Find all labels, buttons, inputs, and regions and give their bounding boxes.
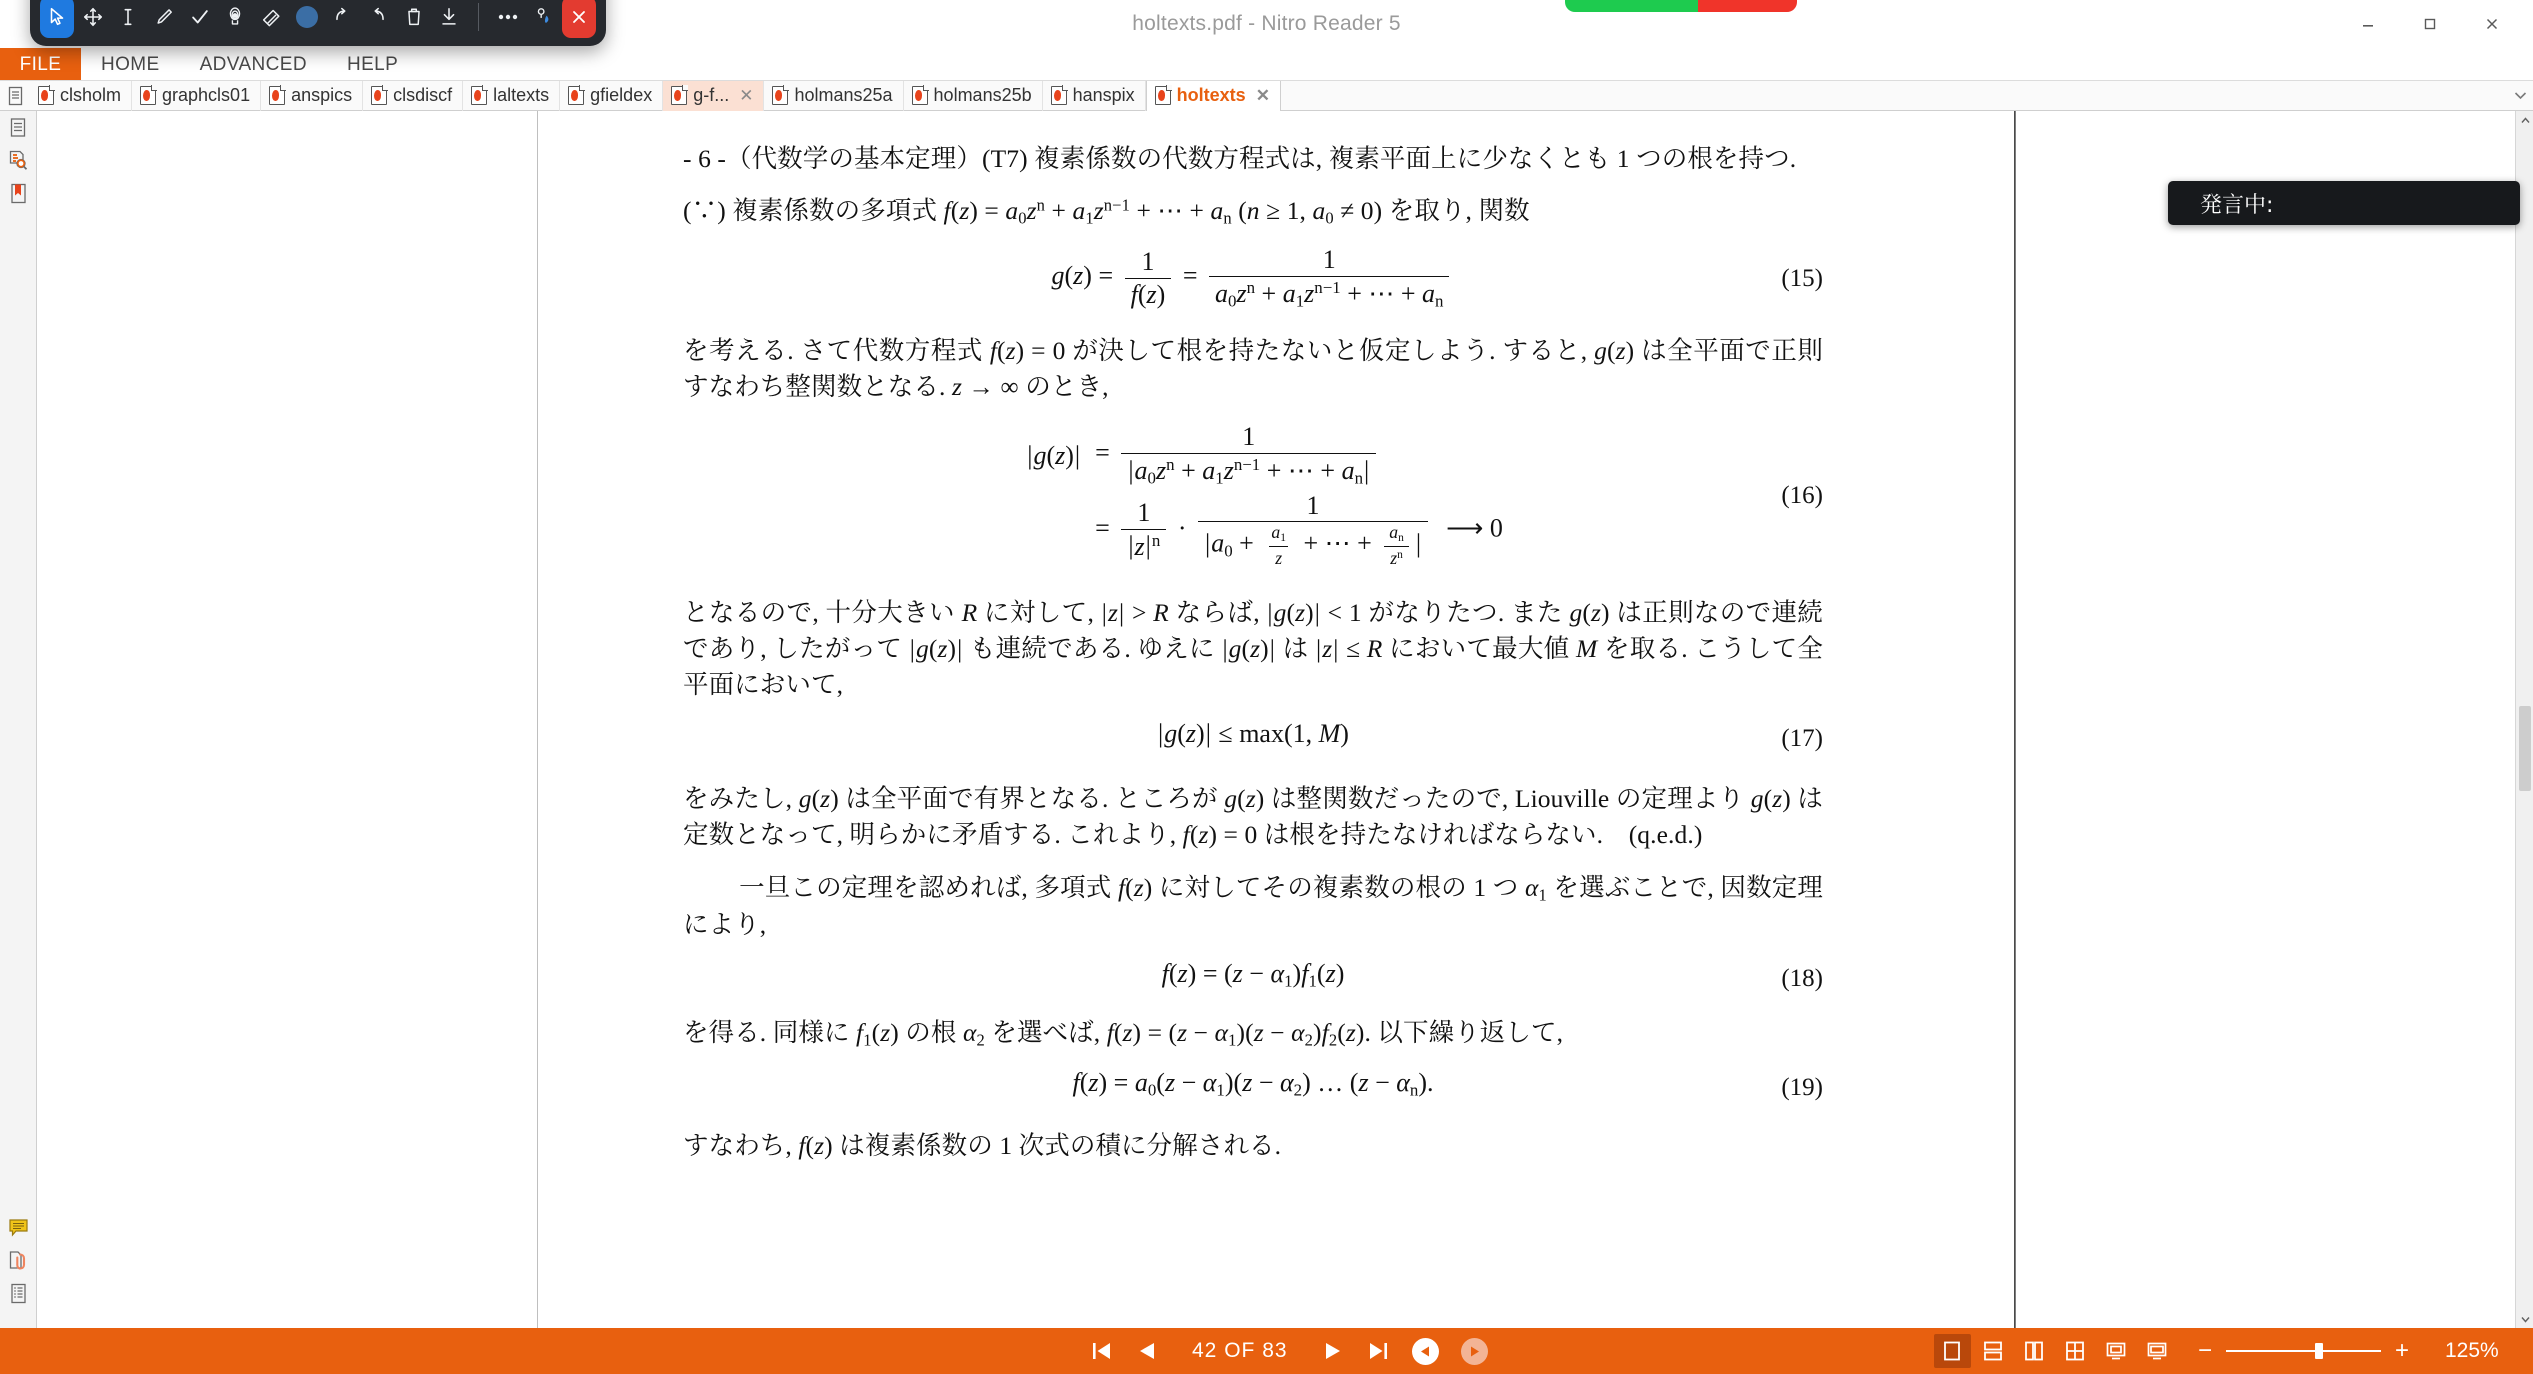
para-becomes-5: は正則なので連続であり, したがって [683, 597, 1823, 663]
screen-share-indicator [1565, 0, 1797, 12]
para-becomes-8: において最大値 [1382, 633, 1577, 663]
page-navigation [1086, 1328, 1492, 1374]
pdf-text-content [683, 141, 1823, 1180]
equation-18: $f(z) = (z - \alpha_1)f_1(z)$ [1161, 958, 1345, 991]
next-page-button[interactable] [1318, 1328, 1348, 1374]
document-tab-strip [0, 81, 2533, 111]
para-consider-2: が決して根を持たないと仮定しよう. すると, [1065, 335, 1595, 365]
doc-tab-holmans25a[interactable] [764, 81, 903, 111]
settings-tool-button[interactable] [527, 0, 561, 38]
para-bounded-5: は根を持たなければならない. (q.e.d.) [1257, 820, 1703, 850]
zoom-controls [2198, 1339, 2515, 1363]
pdf-file-icon [772, 86, 788, 105]
equation-16-tag: (16) [1781, 481, 1823, 509]
previous-view-icon [1412, 1338, 1439, 1365]
para-once-2: に対してその複素数の根の 1 つ [1152, 872, 1525, 902]
para-final-2: は複素係数の 1 次式の積に分解される. [832, 1131, 1282, 1161]
para-bounded-4: は定数となって, 明らかに矛盾する. これより, [683, 784, 1823, 850]
pdf-file-icon [269, 86, 285, 105]
doc-tab-label: graphcls01 [162, 85, 251, 105]
navigation-pane [37, 111, 538, 1328]
speaking-overlay [2168, 181, 2520, 225]
pdf-file-icon [1051, 86, 1067, 105]
pdf-paragraph-consider: を考える. さて代数方程式 f(z) = 0 が決して根を持たないと仮定しよう. すると, g(z) は全平面で正則すなわち整関数となる. z → ∞ のとき, [683, 335, 1824, 402]
para-bounded-1: をみたし, [683, 784, 799, 814]
pdf-page [538, 111, 2015, 1328]
toolbar-divider [478, 3, 479, 31]
para-obtain-4: . 以下繰り返して, [1364, 1017, 1564, 1047]
last-page-button[interactable] [1362, 1328, 1394, 1374]
tab-help[interactable]: HELP [346, 53, 399, 75]
ribbon-bar [0, 48, 2533, 81]
para-becomes-3: ならば, [1168, 597, 1267, 627]
pdf-file-icon [471, 86, 487, 105]
para-becomes-7: は [1275, 633, 1315, 663]
doc-tab-gfieldex[interactable] [560, 81, 663, 111]
para-becomes-1: となるので, 十分大きい [683, 597, 962, 627]
single-page-view-button[interactable] [1934, 1334, 1971, 1368]
pdf-paragraph-bounded: をみたし, g(z) は全平面で有界となる. ところが g(z) は整関数だったので, Liouville の定理より g(z) は定数となって, 明らかに矛盾する. これより, f(z) = 0 は根を持たなければならない. (q.e.d.) [683, 784, 1823, 850]
scrollbar-thumb[interactable] [2519, 706, 2531, 791]
pdf-paragraph-theorem: - 6 -（代数学の基本定理）(T7) 複素係数の代数方程式は, 複素平面上に少なくとも 1 つの根を持つ. [683, 144, 1797, 173]
viewer-gutter [2016, 111, 2533, 1328]
equation-15-row [683, 246, 1823, 311]
search-document-icon[interactable] [0, 144, 37, 177]
document-viewer[interactable] [538, 111, 2533, 1328]
para-once-3: を選ぶことで, 因数定理により, [683, 872, 1823, 939]
para-bounded-2: は全平面で有界となる. ところが [838, 784, 1225, 814]
equation-16: |g(z)| = $\frac{1}{|a_0z^n + a_1z^{n-1} + \cdots + a_n|}$ = $\frac{1}{|z|^n}$ · 1 $|a_0$ + $\frac{a_1}{z}$ + ⋯ + $\frac{a_n}{z^n}$ | ⟶ 0 [1027, 422, 1503, 569]
doc-tab-label: anspics [291, 85, 353, 105]
check-tool-button[interactable] [183, 0, 217, 38]
pdf-paragraph-final: すなわち, f(z) は複素係数の 1 次式の積に分解される. [683, 1131, 1282, 1161]
zoom-in-button[interactable]: + [2394, 1337, 2409, 1364]
equation-16-row [683, 423, 1823, 568]
doc-tab-label: clsdiscf [393, 85, 453, 105]
para-obtain-1: を得る. 同様に [683, 1017, 857, 1047]
para-becomes-9: を取る. こうして全平面において, [683, 633, 1823, 699]
doc-tab-hanspix[interactable] [1043, 81, 1146, 111]
previous-view-button[interactable] [1408, 1328, 1443, 1374]
tab-advanced[interactable]: ADVANCED [199, 53, 307, 75]
color-swatch [296, 6, 318, 28]
pdf-paragraph-obtain: を得る. 同様に $f_1(z)$ の根 $\alpha_2$ を選べば, $f(z) = (z - \alpha_1)(z - \alpha_2)f_2(z)$. 以下繰り返して, [683, 1017, 1564, 1050]
next-view-icon [1461, 1338, 1488, 1365]
doc-tab-label: holtexts [1176, 85, 1246, 105]
para-consider-1: を考える. さて代数方程式 [683, 335, 990, 365]
pdf-paragraph-proof-intro: (∵) 複素係数の多項式 $f(z) = a_0z^n + a_1z^{n-1}$ + ⋯ + $a_n$ (n ≥ 1, $a_0 \ne 0$) を取り, 関数 [683, 195, 1530, 228]
pdf-paragraph-once: 一旦この定理を認めれば, 多項式 f(z) に対してその複素数の根の 1 つ $\alpha_1$ を選ぶことで, 因数定理により, [683, 872, 1823, 939]
view-and-zoom-controls [1934, 1328, 2515, 1374]
doc-tab-label: g-f... [693, 85, 730, 105]
equation-17-row [683, 719, 1823, 759]
para-consider-3: は全平面で正則すなわち整関数となる. [683, 335, 1824, 402]
first-page-button[interactable] [1086, 1328, 1118, 1374]
equation-19-row [683, 1068, 1823, 1108]
equation-19-tag: (19) [1781, 1074, 1823, 1102]
doc-tab-close-icon[interactable]: ✕ [739, 85, 754, 105]
trash-tool-button[interactable] [397, 0, 431, 38]
tab-file[interactable]: FILE [0, 48, 81, 81]
equation-17: |g(z)| ≤ max(1, M) [1158, 719, 1349, 749]
equation-17-tag: (17) [1781, 725, 1823, 753]
pdf-file-icon [38, 86, 54, 105]
equation-15-tag: (15) [1781, 264, 1823, 292]
scroll-up-icon[interactable] [2516, 111, 2533, 129]
zoom-slider-knob[interactable] [2315, 1343, 2323, 1359]
doc-tab-anspics[interactable] [261, 81, 363, 111]
doc-tab-holmans25b[interactable] [904, 81, 1043, 111]
tab-home[interactable]: HOME [101, 53, 160, 75]
pdf-file-icon [671, 86, 687, 105]
pdf-file-icon [912, 86, 928, 105]
doc-tab-graphcls01[interactable] [132, 81, 261, 111]
page-indicator[interactable]: 42 OF 83 [1192, 1339, 1288, 1362]
para-becomes-6: も連続である. ゆえに [963, 633, 1222, 663]
fit-page-view-button[interactable] [2098, 1334, 2135, 1368]
doc-tab-label: laltexts [493, 85, 550, 105]
doc-tab-g-f[interactable] [663, 81, 764, 111]
doc-tab-holtexts[interactable] [1146, 81, 1281, 111]
zoom-out-button[interactable]: − [2197, 1337, 2212, 1364]
pdf-file-icon [568, 86, 584, 105]
equation-18-row [683, 959, 1823, 999]
two-page-view-button[interactable] [2016, 1334, 2053, 1368]
speaking-label: 発言中: [2200, 192, 2274, 218]
pages-panel-icon[interactable] [0, 111, 37, 144]
equation-15: g(z) = $\frac{1}{f(z)}$ = $\frac{1}{a_0z^n + a_1z^{n-1} + \cdots + a_n}$ [683, 246, 1823, 311]
doc-tab-label: holmans25b [933, 85, 1032, 105]
pdf-file-icon [371, 86, 387, 105]
window-title: holtexts.pdf - Nitro Reader 5 [1132, 12, 1401, 35]
maximize-button[interactable] [2399, 0, 2461, 48]
tab-list-menu-button[interactable] [0, 81, 30, 111]
para-obtain-3: を選べば, [984, 1017, 1107, 1047]
doc-tab-label: gfieldex [590, 85, 653, 105]
annotation-toolbar [30, 0, 606, 46]
eraser-tool-button[interactable] [254, 0, 288, 38]
next-view-button[interactable] [1457, 1328, 1492, 1374]
download-tool-button[interactable] [432, 0, 466, 38]
previous-page-button[interactable] [1132, 1328, 1162, 1374]
zoom-slider[interactable] [2226, 1350, 2381, 1352]
pdf-file-icon [1155, 86, 1171, 105]
cursor-tool-button[interactable] [40, 0, 74, 38]
doc-tab-clsholm[interactable] [30, 81, 132, 111]
highlighter-tool-button[interactable] [218, 0, 252, 38]
minimize-button[interactable] [2337, 0, 2399, 48]
doc-tab-label: holmans25a [794, 85, 893, 105]
zoom-level-value[interactable]: 125% [2445, 1339, 2499, 1362]
side-rail [0, 111, 37, 1328]
doc-tab-label: clsholm [60, 85, 122, 105]
move-tool-button[interactable] [76, 0, 110, 38]
color-swatch-button[interactable] [290, 0, 324, 38]
pen-tool-button[interactable] [147, 0, 181, 38]
window-controls [2337, 0, 2523, 48]
pdf-paragraph-becomes: となるので, 十分大きい R に対して, |z| > R ならば, |g(z)| < 1 がなりたつ. また g(z) は正則なので連続であり, したがって |g(z)| も連続である. ゆえに |g(z)| は |z| ≤ R において最大値 M を取る. こうして全平面において, [683, 597, 1823, 699]
share-indicator-green [1565, 0, 1698, 12]
more-tool-button[interactable] [491, 0, 525, 38]
two-page-continuous-view-button[interactable] [2057, 1334, 2094, 1368]
close-button[interactable] [2461, 0, 2523, 48]
viewer-scrollbar[interactable] [2515, 111, 2533, 1328]
para-obtain-2: の根 [898, 1017, 963, 1047]
para-once-1: 一旦この定理を認めれば, 多項式 [739, 872, 1118, 902]
layers-icon[interactable] [0, 1277, 37, 1310]
attachments-icon[interactable] [0, 1244, 37, 1277]
text-tool-button[interactable] [111, 0, 145, 38]
para-consider-4: のとき, [1018, 372, 1109, 402]
fit-width-view-button[interactable] [2139, 1334, 2176, 1368]
continuous-view-button[interactable] [1975, 1334, 2012, 1368]
para-bounded-3: は整関数だったので, Liouville の定理より [1264, 784, 1751, 814]
share-indicator-red [1698, 0, 1797, 12]
redo-tool-button[interactable] [361, 0, 395, 38]
bookmarks-icon[interactable] [0, 177, 37, 210]
proof-intro-pre: (∵) 複素係数の多項式 [683, 196, 944, 226]
equation-19: $f(z) = a_0(z - \alpha_1)(z - \alpha_2)$ … $(z - \alpha_n)$. [1072, 1068, 1434, 1100]
doc-tab-label: hanspix [1072, 85, 1135, 105]
doc-tab-close-icon[interactable]: ✕ [1255, 85, 1270, 105]
para-becomes-4: がなりたつ. また [1361, 597, 1570, 627]
comments-icon[interactable] [0, 1211, 37, 1244]
para-final-1: すなわち, [683, 1131, 799, 1161]
status-bar [0, 1328, 2533, 1374]
scroll-down-icon[interactable] [2516, 1310, 2533, 1328]
tab-overflow-chevron-down-icon[interactable] [2507, 81, 2533, 111]
pdf-file-icon [140, 86, 156, 105]
equation-18-tag: (18) [1781, 964, 1823, 992]
doc-tab-clsdiscf[interactable] [363, 81, 463, 111]
proof-intro-post: を取り, 関数 [1382, 196, 1530, 226]
close-annotation-toolbar-button[interactable] [562, 0, 596, 38]
para-becomes-2: に対して, [977, 597, 1101, 627]
doc-tab-laltexts[interactable] [463, 81, 560, 111]
undo-tool-button[interactable] [325, 0, 359, 38]
